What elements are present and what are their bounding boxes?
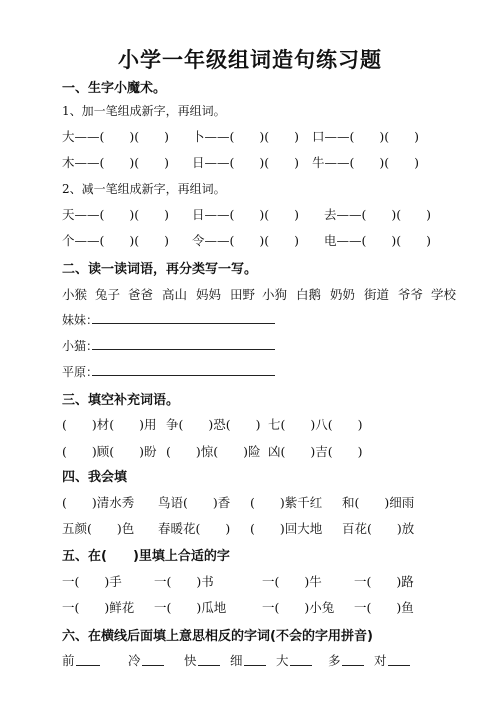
idiom-fill-item[interactable]: ( )惊( )险 bbox=[166, 444, 261, 459]
section-2-heading: 二、读一读词语，再分类写一写。 bbox=[62, 262, 258, 277]
answer-line[interactable] bbox=[92, 349, 275, 350]
antonym-item: 对 bbox=[374, 653, 387, 668]
word-bank-item: 兔子 bbox=[95, 287, 121, 302]
word-bank-item: 学校 bbox=[431, 287, 457, 302]
idiom-fill-item[interactable]: ( )材( )用 bbox=[62, 417, 157, 432]
answer-line[interactable] bbox=[290, 665, 312, 666]
phrase-fill-item[interactable]: 五颜( )色 bbox=[62, 521, 135, 536]
idiom-fill-item[interactable]: 七( )八( ) bbox=[268, 417, 363, 432]
phrase-fill-item[interactable]: 百花( )放 bbox=[342, 521, 415, 536]
add-stroke-item[interactable]: 木——( )( ) bbox=[62, 155, 170, 170]
phrase-fill-item[interactable]: ( )紫千红 bbox=[250, 495, 323, 510]
category-label-pingyuan: 平原： bbox=[62, 365, 99, 379]
phrase-fill-item[interactable]: 春暖花( ) bbox=[158, 521, 231, 536]
section-4-heading: 四、我会填 bbox=[62, 470, 128, 485]
add-stroke-item[interactable]: 卜——( )( ) bbox=[192, 129, 300, 144]
phrase-fill-item[interactable]: 鸟语( )香 bbox=[158, 495, 231, 510]
idiom-fill-item[interactable]: 凶( )吉( ) bbox=[268, 444, 363, 459]
add-stroke-item[interactable]: 牛——( )( ) bbox=[312, 155, 420, 170]
phrase-fill-item[interactable]: ( )回大地 bbox=[250, 521, 323, 536]
word-bank-item: 田野 bbox=[230, 287, 256, 302]
answer-line[interactable] bbox=[92, 323, 275, 324]
word-bank-item: 高山 bbox=[162, 287, 188, 302]
remove-stroke-item[interactable]: 日——( )( ) bbox=[192, 207, 300, 222]
answer-line[interactable] bbox=[388, 665, 410, 666]
measure-word-item[interactable]: 一( )书 bbox=[154, 574, 214, 589]
idiom-fill-item[interactable]: ( )顾( )盼 bbox=[62, 444, 157, 459]
measure-word-item[interactable]: 一( )牛 bbox=[262, 574, 322, 589]
idiom-fill-item[interactable]: 争( )恐( ) bbox=[166, 417, 261, 432]
measure-word-item[interactable]: 一( )手 bbox=[62, 574, 122, 589]
section-3-heading: 三、填空补充词语。 bbox=[62, 393, 180, 408]
word-bank-item: 奶奶 bbox=[330, 287, 356, 302]
remove-stroke-item[interactable]: 电——( )( ) bbox=[324, 233, 432, 248]
word-bank-item: 小猴 bbox=[62, 287, 88, 302]
phrase-fill-item[interactable]: ( )清水秀 bbox=[62, 495, 135, 510]
antonym-item: 快 bbox=[184, 653, 197, 668]
remove-stroke-item[interactable]: 去——( )( ) bbox=[324, 207, 432, 222]
category-label-meimei: 妹妹： bbox=[62, 313, 99, 327]
answer-line[interactable] bbox=[92, 375, 275, 376]
antonym-item: 冷 bbox=[128, 653, 141, 668]
word-bank-item: 街道 bbox=[364, 287, 390, 302]
section-1-heading: 一、生字小魔术。 bbox=[62, 81, 167, 96]
section-5-heading: 五、在( )里填上合适的字 bbox=[62, 549, 230, 564]
measure-word-item[interactable]: 一( )路 bbox=[354, 574, 414, 589]
add-stroke-item[interactable]: 大——( )( ) bbox=[62, 129, 170, 144]
category-label-xiaomao: 小猫： bbox=[62, 339, 99, 353]
answer-line[interactable] bbox=[244, 665, 266, 666]
section-6-heading: 六、在横线后面填上意思相反的字词(不会的字用拼音) bbox=[62, 629, 373, 644]
answer-line[interactable] bbox=[142, 665, 164, 666]
phrase-fill-item[interactable]: 和( )细雨 bbox=[342, 495, 415, 510]
add-stroke-item[interactable]: 日——( )( ) bbox=[192, 155, 300, 170]
antonym-item: 大 bbox=[276, 653, 289, 668]
answer-line[interactable] bbox=[342, 665, 364, 666]
word-bank-item: 小狗 bbox=[262, 287, 288, 302]
word-bank-item: 妈妈 bbox=[196, 287, 222, 302]
section-1-instruction-2: 2、减一笔组成新字，再组词。 bbox=[62, 182, 226, 196]
word-bank-item: 爷爷 bbox=[398, 287, 424, 302]
remove-stroke-item[interactable]: 个——( )( ) bbox=[62, 233, 170, 248]
measure-word-item[interactable]: 一( )小兔 bbox=[262, 600, 335, 615]
word-bank-item: 爸爸 bbox=[128, 287, 154, 302]
page-title: 小学一年级组词造句练习题 bbox=[118, 47, 382, 72]
antonym-item: 多 bbox=[328, 653, 341, 668]
answer-line[interactable] bbox=[76, 665, 100, 666]
word-bank-item: 白鹅 bbox=[296, 287, 322, 302]
answer-line[interactable] bbox=[198, 665, 220, 666]
measure-word-item[interactable]: 一( )瓜地 bbox=[154, 600, 227, 615]
measure-word-item[interactable]: 一( )鲜花 bbox=[62, 600, 135, 615]
remove-stroke-item[interactable]: 天——( )( ) bbox=[62, 207, 170, 222]
remove-stroke-item[interactable]: 令——( )( ) bbox=[192, 233, 300, 248]
antonym-item: 前 bbox=[62, 653, 75, 668]
add-stroke-item[interactable]: 口——( )( ) bbox=[312, 129, 420, 144]
measure-word-item[interactable]: 一( )鱼 bbox=[354, 600, 414, 615]
antonym-item: 细 bbox=[230, 653, 243, 668]
section-1-instruction-1: 1、加一笔组成新字，再组词。 bbox=[62, 104, 226, 118]
